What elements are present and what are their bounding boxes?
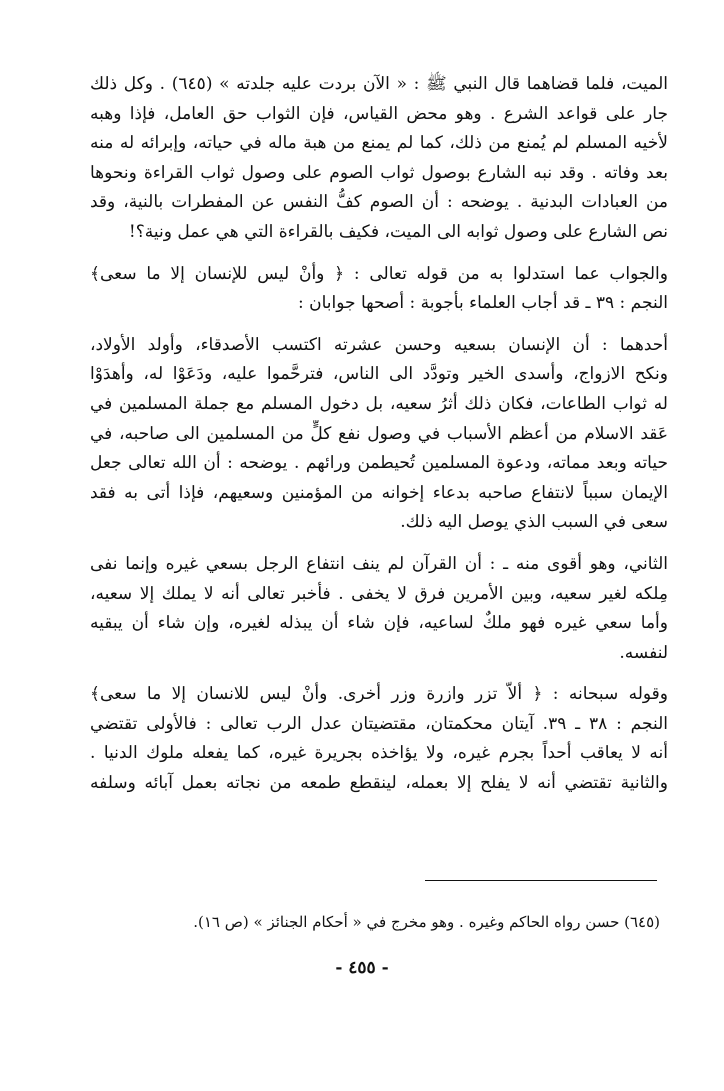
paragraph [90, 70, 668, 248]
text-line: مِلكه لغير سعيه، وبين الأمرين فرق لا يخفى . فأخبر تعالى أنه لا يملك إلا سعيه، [90, 583, 668, 604]
page-body [90, 70, 668, 811]
text-line: سعى في السبب الذي يوصل اليه ذلك. [400, 512, 668, 533]
text-line: من العبادات البدنية . يوضحه : أن الصوم كفُّ النفس عن المفطرات بالنية، وقد [90, 192, 668, 213]
text-line: ونكح الازواج، وأسدى الخير وتودَّد الى الناس، فترحَّموا عليه، ودَعَوْا له، وأهدَوْا [90, 364, 668, 385]
text-line: الميت، فلما قضاهما قال النبي ﷺ : « الآن بردت عليه جلدته » (٦٤٥) . وكل ذلك [90, 74, 668, 94]
text-line: الثاني، وهو أقوى منه ـ : أن القرآن لم ينف انتفاع الرجل بسعي غيره وإنما نفى [90, 553, 668, 574]
page-number: - ٤٥٥ - [335, 958, 389, 978]
text-line: والجواب عما استدلوا به من قوله تعالى : ﴿ وأنْ ليس للإنسان إلا ما سعى﴾ [90, 263, 668, 284]
text-line: لنفسه. [619, 642, 668, 663]
text-line: النجم : ٣٩ ـ قد أجاب العلماء بأجوبة : أصحها جوابان : [298, 293, 668, 314]
footnote: (٦٤٥) حسن رواه الحاكم وغيره . وهو مخرج في « أحكام الجنائز » (ص ١٦). [193, 913, 660, 931]
footnote-divider [425, 880, 657, 881]
paragraph [90, 331, 668, 538]
text-line: نص الشارع على وصول ثوابه الى الميت، فكيف بالقراءة التي هي عمل ونية؟! [128, 221, 668, 242]
text-line: النجم : ٣٨ ـ ٣٩. آيتان محكمتان، مقتضيتان عدل الرب تعالى : فالأولى تقتضي [90, 713, 668, 734]
text-line: حياته وبعد مماته، ودعوة المسلمين تُحيطمن ورائهم . يوضحه : أن الله تعالى جعل [90, 453, 668, 474]
text-line: بعد وفاته . وقد نبه الشارع بوصول ثواب الصوم على وصول ثواب القراءة ونحوها [90, 162, 668, 183]
text-line: له ثواب الطاعات، فكان ذلك أثرُ سعيه، بل دخول المسلم مع جملة المسلمين في [90, 393, 668, 414]
text-line: أحدهما : أن الإنسان بسعيه وحسن عشرته اكتسب الأصدقاء، وأولد الأولاد، [90, 334, 668, 355]
text-line: لأخيه المسلم لم يُمنع من ذلك، كما لم يمنع من هبة ماله في حياته، وإبرائه له منه [90, 133, 668, 154]
paragraph [90, 550, 668, 668]
text-line: عَقد الاسلام من أعظم الأسباب في وصول نفع كلٍّ من المسلمين الى صاحبه، في [90, 423, 668, 444]
paragraph [90, 680, 668, 798]
text-line: أنه لا يعاقب أحداً بجرم غيره، ولا يؤاخذه بجريرة غيره، كما يفعله ملوك الدنيا . [90, 743, 668, 764]
text-line: وأما سعي غيره فهو ملكٌ لساعيه، فإن شاء أن يبذله لغيره، وإن شاء أن يبقيه [90, 613, 668, 634]
paragraph [90, 260, 668, 319]
text-line: الإيمان سبباً لانتفاع صاحبه بدعاء إخوانه من المؤمنين وسعيهم، فإذا أتى به فقد [90, 482, 668, 503]
text-line: والثانية تقتضي أنه لا يفلح إلا بعمله، لينقطع طمعه من نجاته بعمل آبائه وسلفه [90, 773, 668, 794]
text-line: وقوله سبحانه : ﴿ ألاّ تزر وازرة وزر أخرى. وأنْ ليس للانسان إلا ما سعى﴾ [90, 684, 668, 705]
text-line: جار على قواعد الشرع . وهو محض القياس، فإن الثواب حق العامل، فإذا وهبه [90, 103, 668, 124]
